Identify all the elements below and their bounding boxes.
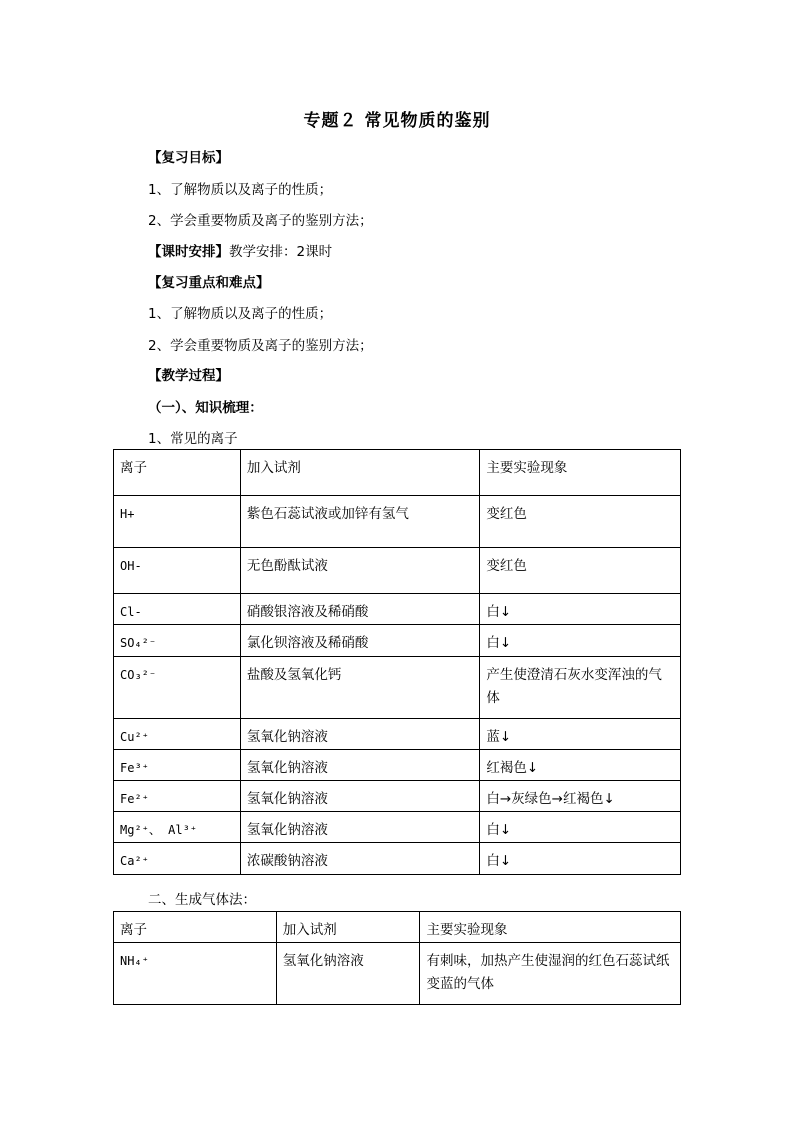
column-header: 加入试剂 [240, 450, 480, 496]
table-row [114, 781, 681, 812]
section1-heading: 1、常见的离子 [148, 431, 238, 447]
reagent-cell: 紫色石蕊试液或加锌有氢气 [240, 496, 480, 548]
ion-cell: SO₄²⁻ [114, 625, 241, 657]
ion-cell: CO₃²⁻ [114, 657, 241, 719]
table-row [114, 548, 681, 594]
table-row [114, 719, 681, 750]
reagent-cell: 氢氧化钠溶液 [240, 781, 480, 812]
table-row [114, 496, 681, 548]
schedule-text: 教学安排：2课时 [229, 244, 333, 260]
reagent-cell: 氢氧化钠溶液 [240, 750, 480, 781]
review-goals-heading: 【复习目标】 [148, 150, 229, 166]
column-header: 离子 [114, 912, 277, 943]
reagent-cell: 氢氧化钠溶液 [276, 943, 420, 1005]
phenomenon-cell: 白↓ [480, 625, 681, 657]
phenomenon-cell: 变红色 [480, 548, 681, 594]
phenomenon-cell: 白→灰绿色→红褐色↓ [480, 781, 681, 812]
table-row [114, 943, 681, 1005]
reagent-cell: 氢氧化钠溶液 [240, 719, 480, 750]
reagent-cell: 氯化钡溶液及稀硝酸 [240, 625, 480, 657]
table-header-row [114, 912, 681, 943]
gas-method-table [113, 911, 681, 1005]
table-row [114, 750, 681, 781]
reagent-cell: 氢氧化钠溶液 [240, 812, 480, 843]
ion-table [113, 449, 681, 875]
column-header: 加入试剂 [276, 912, 420, 943]
ion-cell: H+ [114, 496, 241, 548]
page-title: 专题２ 常见物质的鉴别 [303, 111, 491, 131]
table-row [114, 625, 681, 657]
schedule-line [148, 240, 332, 260]
table-row [114, 657, 681, 719]
phenomenon-cell: 蓝↓ [480, 719, 681, 750]
reagent-cell: 浓碳酸钠溶液 [240, 843, 480, 875]
reagent-cell: 无色酚酞试液 [240, 548, 480, 594]
ion-cell: Mg²⁺、 Al³⁺ [114, 812, 241, 843]
ion-cell: Fe³⁺ [114, 750, 241, 781]
phenomenon-cell: 产生使澄清石灰水变浑浊的气体 [480, 657, 681, 719]
reagent-cell: 硝酸银溶液及稀硝酸 [240, 594, 480, 625]
column-header: 主要实验现象 [420, 912, 681, 943]
phenomenon-cell: 变红色 [480, 496, 681, 548]
ion-cell: OH- [114, 548, 241, 594]
phenomenon-cell: 白↓ [480, 812, 681, 843]
ion-cell: Cu²⁺ [114, 719, 241, 750]
process-heading: 【教学过程】 [148, 368, 229, 384]
key-points-heading: 【复习重点和难点】 [148, 275, 270, 291]
phenomenon-cell: 白↓ [480, 843, 681, 875]
review-goal-1: 1、了解物质以及离子的性质； [148, 182, 333, 198]
table-row [114, 843, 681, 875]
table-row [114, 812, 681, 843]
schedule-heading: 【课时安排】 [148, 244, 229, 260]
column-header: 主要实验现象 [480, 450, 681, 496]
phenomenon-cell: 白↓ [480, 594, 681, 625]
key-point-2: 2、学会重要物质及离子的鉴别方法； [148, 338, 373, 354]
ion-cell: NH₄⁺ [114, 943, 277, 1005]
column-header: 离子 [114, 450, 241, 496]
ion-cell: Ca²⁺ [114, 843, 241, 875]
phenomenon-cell: 有刺味，加热产生使湿润的红色石蕊试纸变蓝的气体 [420, 943, 681, 1005]
table-row [114, 594, 681, 625]
key-point-1: 1、了解物质以及离子的性质； [148, 306, 333, 322]
ion-cell: Fe²⁺ [114, 781, 241, 812]
phenomenon-cell: 红褐色↓ [480, 750, 681, 781]
reagent-cell: 盐酸及氢氧化钙 [240, 657, 480, 719]
table-header-row [114, 450, 681, 496]
knowledge-subheading: （一）、知识梳理： [148, 400, 263, 416]
ion-cell: Cl- [114, 594, 241, 625]
review-goal-2: 2、学会重要物质及离子的鉴别方法； [148, 213, 373, 229]
section2-heading: 二、生成气体法： [148, 892, 256, 908]
